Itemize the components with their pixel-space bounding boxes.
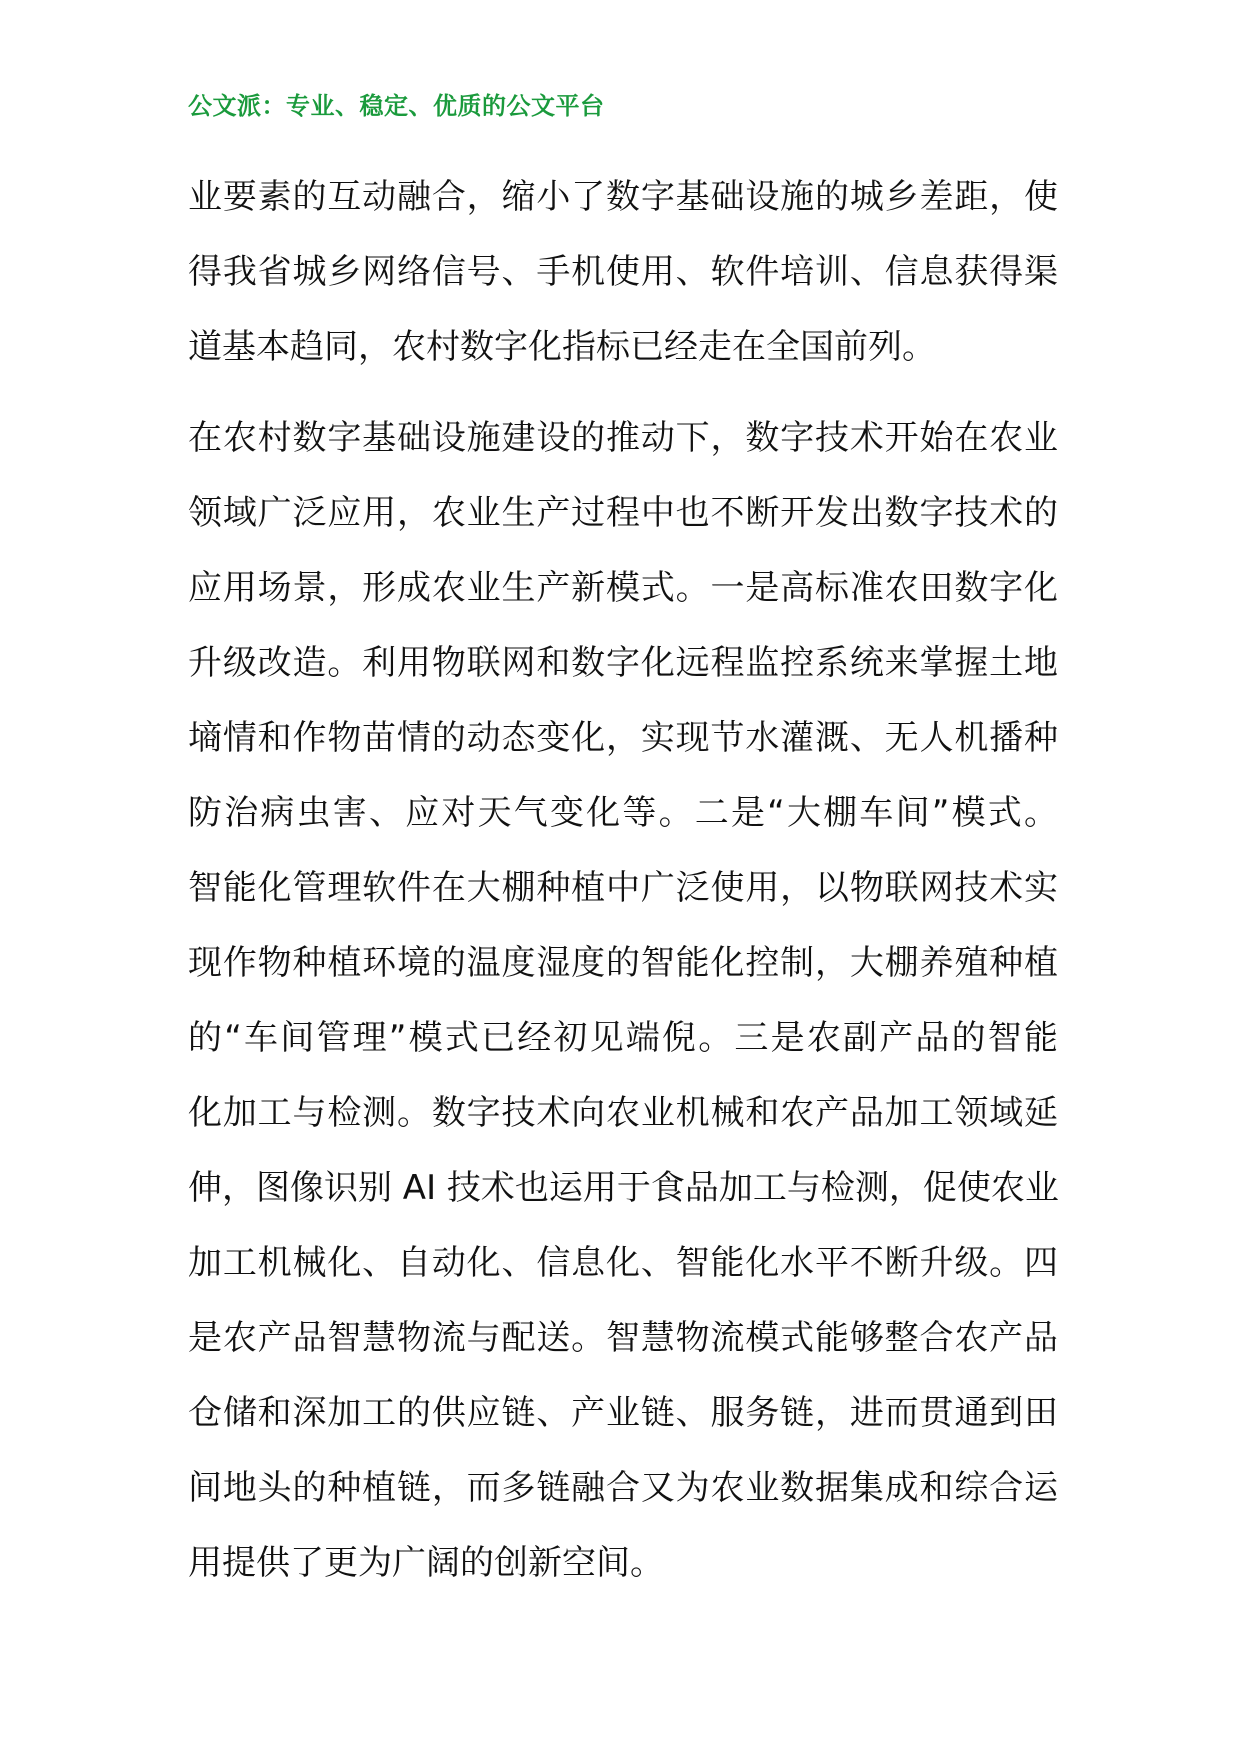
text-line: 业要素的互动融合，缩小了数字基础设施的城乡差距，使 [188, 177, 1058, 217]
document-body [188, 160, 1058, 1601]
text-line: 应用场景，形成农业生产新模式。一是高标准农田数字化 [188, 568, 1058, 608]
paragraph [188, 160, 1058, 385]
text-line: 仓储和深加工的供应链、产业链、服务链，进而贯通到田 [188, 1393, 1058, 1433]
text-line: 道基本趋同，农村数字化指标已经走在全国前列。 [188, 327, 936, 367]
text-line: 智能化管理软件在大棚种植中广泛使用，以物联网技术实 [188, 868, 1058, 908]
text-line: 化加工与检测。数字技术向农业机械和农产品加工领域延 [188, 1093, 1058, 1133]
text-line: 加工机械化、自动化、信息化、智能化水平不断升级。四 [188, 1243, 1058, 1283]
text-line: 在农村数字基础设施建设的推动下，数字技术开始在农业 [188, 418, 1058, 458]
text-line: 领域广泛应用，农业生产过程中也不断开发出数字技术的 [188, 493, 1058, 533]
paragraph [188, 401, 1058, 1601]
paragraph-spacer [188, 385, 1058, 401]
text-line: 得我省城乡网络信号、手机使用、软件培训、信息获得渠 [188, 252, 1058, 292]
text-line: 防治病虫害、应对天气变化等。二是“大棚车间”模式。 [188, 793, 1058, 833]
text-line: 的“车间管理”模式已经初见端倪。三是农副产品的智能 [188, 1018, 1058, 1058]
text-line: 伸，图像识别 AI 技术也运用于食品加工与检测，促使农业 [188, 1168, 1059, 1208]
text-line: 墒情和作物苗情的动态变化，实现节水灌溉、无人机播种 [188, 718, 1058, 758]
text-line: 是农产品智慧物流与配送。智慧物流模式能够整合农产品 [188, 1318, 1058, 1358]
text-line: 间地头的种植链，而多链融合又为农业数据集成和综合运 [188, 1468, 1058, 1508]
text-line: 现作物种植环境的温度湿度的智能化控制，大棚养殖种植 [188, 943, 1058, 983]
text-line: 升级改造。利用物联网和数字化远程监控系统来掌握土地 [188, 643, 1058, 683]
page-header-title: 公文派：专业、稳定、优质的公文平台 [188, 91, 605, 120]
text-line: 用提供了更为广阔的创新空间。 [188, 1543, 664, 1583]
